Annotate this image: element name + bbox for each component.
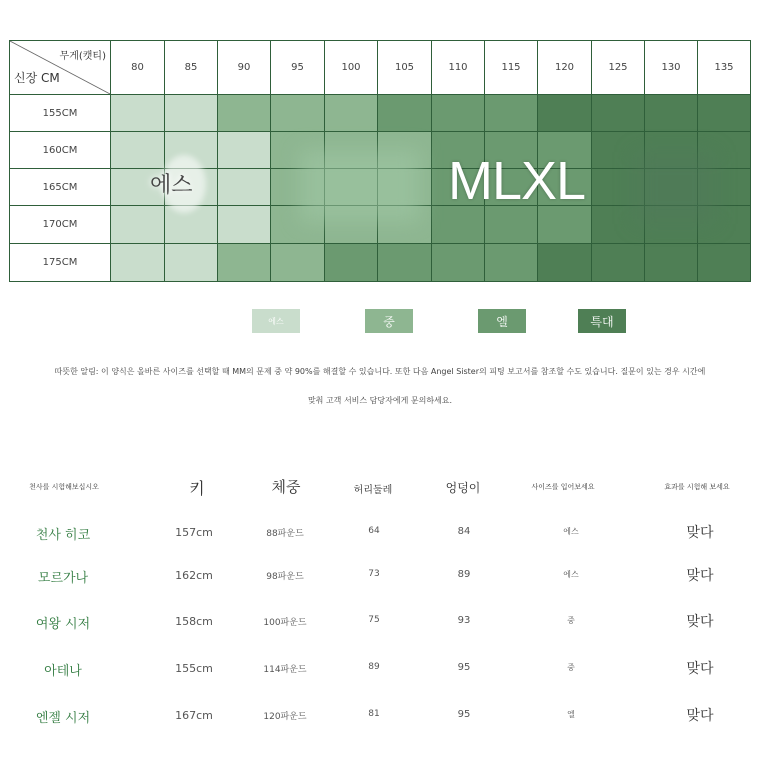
size-cell [432,95,485,132]
note-line-1: 따뜻한 알림: 이 양식은 올바른 사이즈를 선택할 때 MM의 문제 중 약 90%를 해결할 수 있습니다. 또한 다음 Angel Sister의 피팅 보고서를 참조할 수도 있습니다. 질문이 있는 경우 시간에 [54,367,706,376]
weight-header-cell: 95 [271,41,325,95]
weight-header-cell: 110 [432,41,485,95]
height-header-cell: 170CM [10,206,111,244]
size-cell [325,244,378,282]
weight-value: 120파운드 [263,712,307,722]
height-header-cell: 160CM [10,132,111,169]
note-line-2: 맞춰 고객 서비스 담당자에게 문의하세요. [307,396,453,405]
waist-value: 75 [368,615,380,625]
weight-value: 114파운드 [263,665,307,675]
hip-value: 95 [457,662,471,673]
legend-s [252,309,300,333]
size-cell [218,132,271,169]
size-cell [111,206,165,244]
size-cell [485,95,538,132]
weight-header-cell: 90 [218,41,271,95]
overlay-blur-xl [635,152,715,224]
size-cell [378,95,432,132]
height-value: 155cm [175,662,213,675]
size-cell [111,244,165,282]
height-header-cell: 175CM [10,244,111,282]
legend-xl-label: 특대 [590,314,614,329]
waist-value: 89 [368,662,380,672]
size-cell [165,244,218,282]
size-cell [218,169,271,206]
header-size: 사이즈를 입어보세요 [531,483,595,491]
effect-value: 맞다 [686,661,714,677]
size-cell [432,244,485,282]
size-cell [645,95,698,132]
size-row [10,244,751,282]
size-cell [218,95,271,132]
header-weight: 체중 [271,478,301,496]
size-row [10,95,751,132]
height-axis-label: 신장 CM [14,71,60,85]
weight-header-cell: 125 [592,41,645,95]
overlay-label-s: 에스 [150,173,193,198]
tester-name: 엔젤 시저 [35,711,91,726]
effect-value: 맞다 [686,525,714,541]
size-value: 중 [567,616,575,625]
size-cell [218,206,271,244]
weight-value: 100파운드 [263,618,307,628]
size-cell [592,95,645,132]
height-value: 158cm [175,615,213,628]
effect-value: 맞다 [686,708,714,724]
overlay-label-mlxl: MLXL [448,151,586,211]
size-cell [165,95,218,132]
height-header-cell: 155CM [10,95,111,132]
header-angel: 천사를 시험해보십시오 [29,483,99,491]
size-cell [111,132,165,169]
height-header-cell: 165CM [10,169,111,206]
effect-value: 맞다 [686,568,714,584]
size-cell [218,244,271,282]
tester-name: 아테나 [44,664,82,679]
legend-m-label: 중 [383,314,395,329]
legend-l [478,309,526,333]
size-cell [592,244,645,282]
size-cell [325,95,378,132]
waist-value: 64 [368,526,380,536]
waist-value: 81 [368,709,380,719]
weight-header-cell: 80 [111,41,165,95]
waist-value: 73 [368,569,380,579]
header-hip: 엉덩이 [445,481,481,495]
header-height: 키 [189,479,205,498]
size-cell [271,95,325,132]
weight-header-cell: 85 [165,41,218,95]
size-cell [271,244,325,282]
hip-value: 93 [457,615,471,626]
weight-header-cell: 100 [325,41,378,95]
size-cell [645,244,698,282]
size-value: 에스 [563,570,579,579]
weight-value: 98파운드 [266,572,304,582]
weight-header-cell: 120 [538,41,592,95]
weight-axis-label: 무게(캣티) [59,51,106,62]
size-value: 엘 [567,710,575,719]
weight-header-cell: 115 [485,41,538,95]
hip-value: 95 [457,709,471,720]
weight-header-cell: 105 [378,41,432,95]
weight-header-cell: 135 [698,41,751,95]
size-cell [538,244,592,282]
tester-name: 천사 히코 [35,528,91,543]
height-value: 167cm [175,709,213,722]
overlay-blur-m [300,150,420,222]
effect-value: 맞다 [686,614,714,630]
corner-header [10,41,111,95]
hip-value: 89 [457,569,471,580]
size-cell [538,95,592,132]
height-value: 157cm [175,526,213,539]
tester-name: 여왕 시저 [35,617,91,632]
size-cell [698,244,751,282]
weight-value: 88파운드 [266,529,304,539]
legend-xl [578,309,626,333]
legend-l-label: 엘 [496,314,508,329]
legend-m [365,309,413,333]
legend-s-label: 에스 [268,316,284,326]
tester-name: 모르가나 [37,571,89,586]
size-cell [378,244,432,282]
height-value: 162cm [175,569,213,582]
size-value: 에스 [563,527,579,536]
header-effect: 효과를 시험해 보세요 [664,483,730,491]
weight-header-cell: 130 [645,41,698,95]
size-cell [111,95,165,132]
hip-value: 84 [457,526,471,537]
header-waist: 허리둘레 [353,485,393,496]
size-cell [485,244,538,282]
size-cell [698,95,751,132]
size-value: 중 [567,663,575,672]
